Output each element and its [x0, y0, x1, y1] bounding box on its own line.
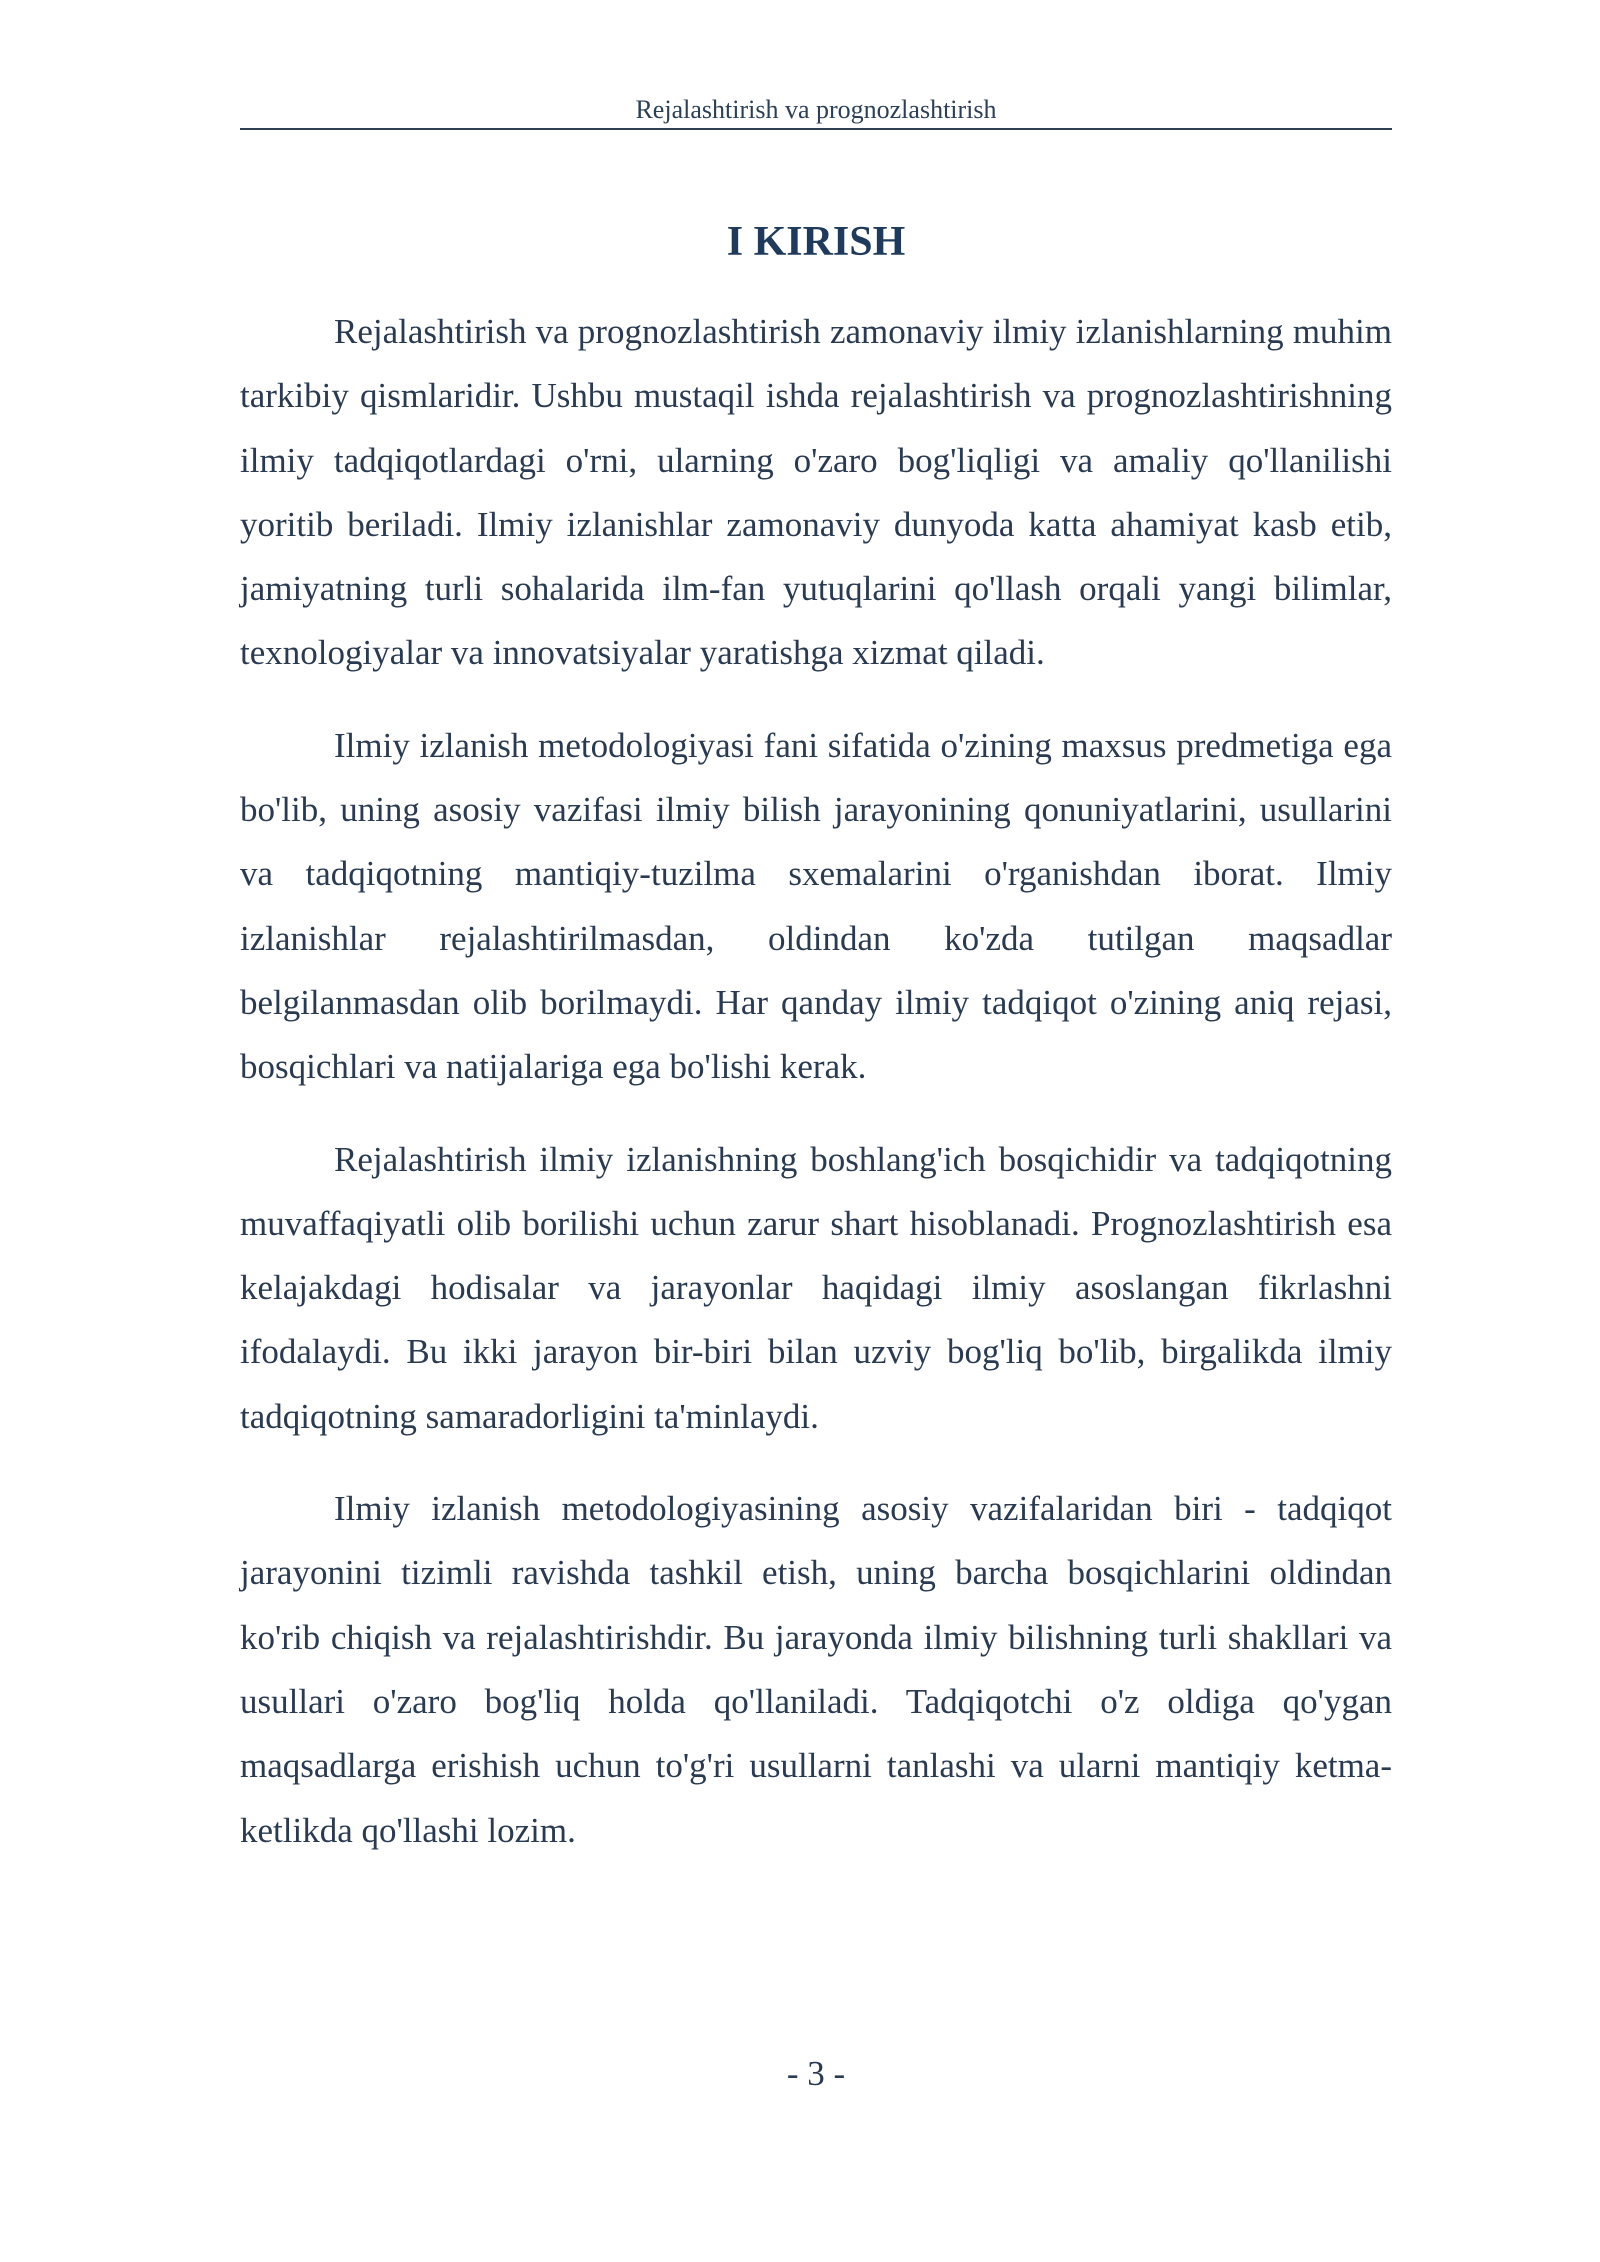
paragraph: Ilmiy izlanish metodologiyasi fani sifatida o'zining maxsus predmetiga ega bo'lib, uning asosiy vazifasi ilmiy bilish jarayonining qonuniyatlarini, usullarini va tadqiqotning mantiqiy-tuzilma sxemalarini o'rganishdan iborat. Ilmiy izlanishlar rejalashtirilmasdan, oldindan ko'zda tutilgan maqsadlar belgilanmasdan olib borilmaydi. Har qanday ilmiy tadqiqot o'zining aniq rejasi, bosqichlari va natijalariga ega bo'lishi kerak.	[240, 725, 1392, 1087]
paragraph: Ilmiy izlanish metodologiyasining asosiy vazifalaridan biri - tadqiqot jarayonini tizimli ravishda tashkil etish, uning barcha bosqichlarini oldindan ko'rib chiqish va rejalashtirishdir. Bu jarayonda ilmiy bilishning turli shakllari va usullari o'zaro bog'liq holda qo'llaniladi. Tadqiqotchi o'z oldiga qo'ygan maqsadlarga erishish uchun to'g'ri usullarni tanlashi va ularni mantiqiy ketma-ketlikda qo'llashi lozim.	[240, 1489, 1392, 1850]
paragraph: Rejalashtirish ilmiy izlanishning boshlang'ich bosqichidir va tadqiqotning muvaffaqiyatli olib borilishi uchun zarur shart hisoblanadi. Prognozlashtirish esa kelajakdagi hodisalar va jarayonlar haqidagi ilmiy asoslangan fikrlashni ifodalaydi. Bu ikki jarayon bir-biri bilan uzviy bog'liq bo'lib, birgalikda ilmiy tadqiqotning samaradorligini ta'minlaydi.	[240, 1139, 1392, 1436]
paragraph: Rejalashtirish va prognozlashtirish zamonaviy ilmiy izlanishlarning muhim tarkibiy qismlaridir. Ushbu mustaqil ishda rejalashtirish va prognozlashtirishning ilmiy tadqiqotlardagi o'rni, ularning o'zaro bog'liqligi va amaliy qo'llanilishi yoritib beriladi. Ilmiy izlanishlar zamonaviy dunyoda katta ahamiyat kasb etib, jamiyatning turli sohalarida ilm-fan yutuqlarini qo'llash orqali yangi bilimlar, texnologiyalar va innovatsiyalar yaratishga xizmat qiladi.	[240, 312, 1392, 673]
body-text	[240, 300, 1392, 1891]
page-number: - 3 -	[786, 2054, 846, 2093]
header-divider	[240, 128, 1392, 130]
section-title: I KIRISH	[726, 219, 906, 265]
running-header: Rejalashtirish va prognozlashtirish	[635, 95, 997, 124]
